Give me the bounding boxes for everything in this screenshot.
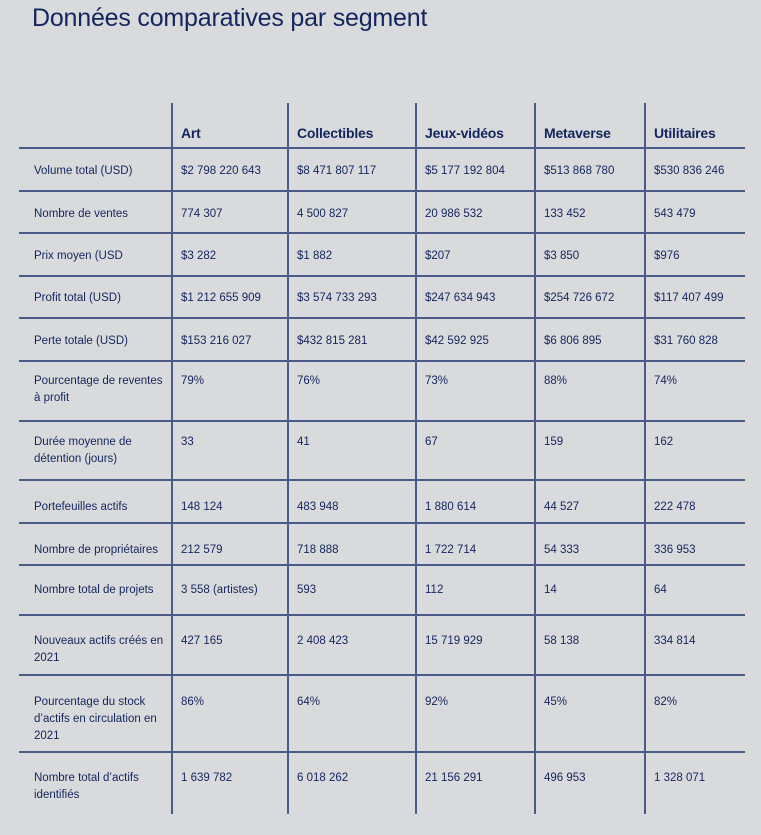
cell-utilitaires: 334 814 bbox=[645, 615, 745, 675]
table-row bbox=[19, 421, 745, 480]
cell-metaverse: 133 452 bbox=[535, 191, 645, 233]
cell-metaverse: 45% bbox=[535, 675, 645, 752]
table-row bbox=[19, 565, 745, 615]
cell-collectibles: 4 500 827 bbox=[288, 191, 416, 233]
cell-art: 33 bbox=[172, 421, 288, 480]
cell-metaverse: $254 726 672 bbox=[535, 276, 645, 318]
cell-art: 212 579 bbox=[172, 523, 288, 565]
cell-collectibles: $1 882 bbox=[288, 233, 416, 276]
table-row bbox=[19, 615, 745, 675]
row-label: Prix moyen (USD bbox=[19, 233, 172, 276]
cell-jeux-videos: $247 634 943 bbox=[416, 276, 535, 318]
cell-collectibles: $432 815 281 bbox=[288, 318, 416, 361]
cell-jeux-videos: 20 986 532 bbox=[416, 191, 535, 233]
cell-collectibles: 718 888 bbox=[288, 523, 416, 565]
cell-art: $153 216 027 bbox=[172, 318, 288, 361]
table-row bbox=[19, 233, 745, 276]
cell-collectibles: 593 bbox=[288, 565, 416, 615]
row-label: Nombre de propriétaires bbox=[19, 523, 172, 565]
cell-art: $3 282 bbox=[172, 233, 288, 276]
cell-art: 1 639 782 bbox=[172, 752, 288, 814]
cell-utilitaires: 336 953 bbox=[645, 523, 745, 565]
cell-collectibles: 6 018 262 bbox=[288, 752, 416, 814]
row-label: Nombre total de projets bbox=[19, 565, 172, 615]
cell-collectibles: $8 471 807 117 bbox=[288, 148, 416, 191]
table-row bbox=[19, 675, 745, 752]
cell-jeux-videos: $42 592 925 bbox=[416, 318, 535, 361]
header-utilitaires: Utilitaires bbox=[645, 103, 745, 148]
cell-utilitaires: 162 bbox=[645, 421, 745, 480]
table-row bbox=[19, 523, 745, 565]
cell-collectibles: 64% bbox=[288, 675, 416, 752]
cell-jeux-videos: 1 722 714 bbox=[416, 523, 535, 565]
cell-art: $1 212 655 909 bbox=[172, 276, 288, 318]
header-jeux-videos: Jeux-vidéos bbox=[416, 103, 535, 148]
cell-art: 86% bbox=[172, 675, 288, 752]
cell-collectibles: 76% bbox=[288, 361, 416, 421]
header-art: Art bbox=[172, 103, 288, 148]
cell-metaverse: 496 953 bbox=[535, 752, 645, 814]
row-label: Portefeuilles actifs bbox=[19, 480, 172, 523]
cell-jeux-videos: 1 880 614 bbox=[416, 480, 535, 523]
row-label: Perte totale (USD) bbox=[19, 318, 172, 361]
row-label: Nouveaux actifs créés en 2021 bbox=[19, 615, 172, 675]
table-row bbox=[19, 276, 745, 318]
table-row bbox=[19, 318, 745, 361]
cell-collectibles: 483 948 bbox=[288, 480, 416, 523]
cell-collectibles: 41 bbox=[288, 421, 416, 480]
page-title: Données comparatives par segment bbox=[32, 4, 428, 32]
cell-jeux-videos: 21 156 291 bbox=[416, 752, 535, 814]
cell-utilitaires: 64 bbox=[645, 565, 745, 615]
cell-art: 79% bbox=[172, 361, 288, 421]
cell-art: 3 558 (artistes) bbox=[172, 565, 288, 615]
cell-art: 774 307 bbox=[172, 191, 288, 233]
cell-metaverse: $6 806 895 bbox=[535, 318, 645, 361]
cell-metaverse: 44 527 bbox=[535, 480, 645, 523]
cell-jeux-videos: 67 bbox=[416, 421, 535, 480]
row-label: Nombre total d’actifs identifiés bbox=[34, 772, 139, 801]
header-collectibles: Collectibles bbox=[288, 103, 416, 148]
cell-utilitaires: $117 407 499 bbox=[645, 276, 745, 318]
cell-jeux-videos: 112 bbox=[416, 565, 535, 615]
cell-jeux-videos: 15 719 929 bbox=[416, 615, 535, 675]
cell-utilitaires: $976 bbox=[645, 233, 745, 276]
cell-metaverse: 88% bbox=[535, 361, 645, 421]
comparison-table bbox=[19, 103, 745, 814]
cell-utilitaires: $530 836 246 bbox=[645, 148, 745, 191]
cell-utilitaires: 74% bbox=[645, 361, 745, 421]
cell-metaverse: 58 138 bbox=[535, 615, 645, 675]
cell-collectibles: $3 574 733 293 bbox=[288, 276, 416, 318]
header-metaverse: Metaverse bbox=[535, 103, 645, 148]
row-label: Durée moyenne de détention (jours) bbox=[19, 421, 172, 480]
cell-utilitaires: 82% bbox=[645, 675, 745, 752]
table-row bbox=[19, 148, 745, 191]
cell-metaverse: 14 bbox=[535, 565, 645, 615]
row-label: Profit total (USD) bbox=[19, 276, 172, 318]
row-label: Pourcentage du stock d’actifs en circulation en 2021 bbox=[19, 675, 172, 752]
row-label: Volume total (USD) bbox=[19, 148, 172, 191]
header-empty bbox=[19, 103, 172, 148]
cell-art: 148 124 bbox=[172, 480, 288, 523]
cell-metaverse: 54 333 bbox=[535, 523, 645, 565]
cell-utilitaires: 543 479 bbox=[645, 191, 745, 233]
cell-collectibles: 2 408 423 bbox=[288, 615, 416, 675]
cell-metaverse: $513 868 780 bbox=[535, 148, 645, 191]
cell-metaverse: 159 bbox=[535, 421, 645, 480]
cell-jeux-videos: $5 177 192 804 bbox=[416, 148, 535, 191]
cell-metaverse: $3 850 bbox=[535, 233, 645, 276]
row-label: Pourcentage de reventes à profit bbox=[19, 361, 172, 421]
table-row bbox=[19, 361, 745, 421]
cell-art: 427 165 bbox=[172, 615, 288, 675]
cell-jeux-videos: $207 bbox=[416, 233, 535, 276]
cell-utilitaires: 222 478 bbox=[645, 480, 745, 523]
header-row bbox=[19, 103, 745, 148]
cell-art: $2 798 220 643 bbox=[172, 148, 288, 191]
table-row bbox=[19, 480, 745, 523]
row-label: Nombre de ventes bbox=[19, 191, 172, 233]
table-row bbox=[19, 752, 745, 814]
table-row bbox=[19, 191, 745, 233]
cell-utilitaires: 1 328 071 bbox=[645, 752, 745, 814]
cell-utilitaires: $31 760 828 bbox=[645, 318, 745, 361]
cell-jeux-videos: 73% bbox=[416, 361, 535, 421]
cell-jeux-videos: 92% bbox=[416, 675, 535, 752]
